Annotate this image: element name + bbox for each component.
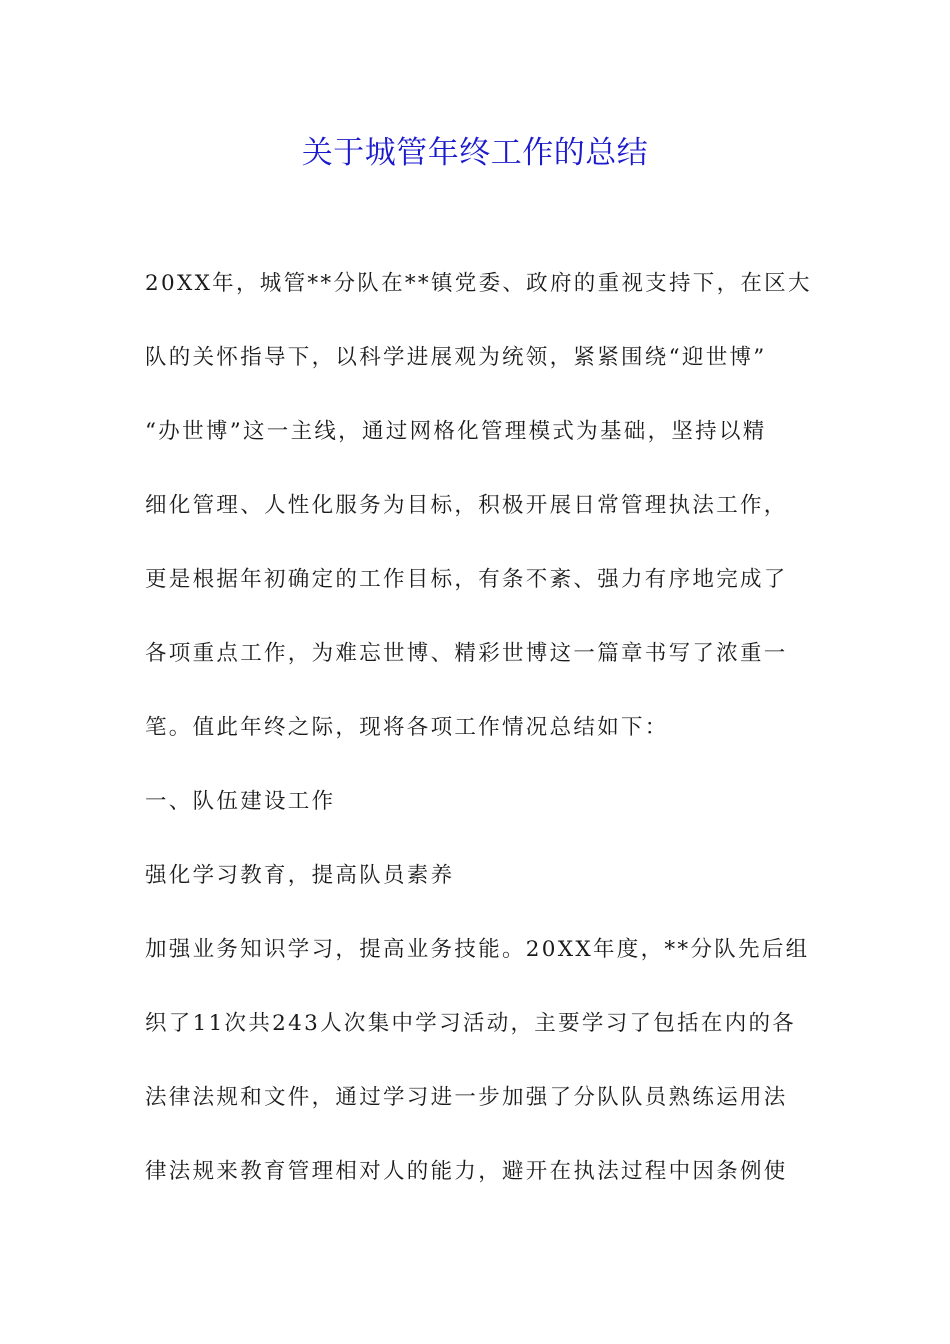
body-line: 法律法规和文件，通过学习进一步加强了分队队员熟练运用法 [145,1085,788,1110]
document-title: 关于城管年终工作的总结 [301,135,649,171]
body-line: “办世博”这一主线，通过网格化管理模式为基础，坚持以精 [145,419,767,444]
body-line: 笔。值此年终之际，现将各项工作情况总结如下： [145,715,669,740]
body-line: 各项重点工作，为难忘世博、精彩世博这一篇章书写了浓重一 [145,641,788,666]
body-line: 更是根据年初确定的工作目标，有条不紊、强力有序地完成了 [145,567,788,592]
body-line: 20XX年，城管**分队在**镇党委、政府的重视支持下，在区大 [145,271,812,296]
body-line: 细化管理、人性化服务为目标，积极开展日常管理执法工作， [145,493,788,518]
subsection-heading: 强化学习教育，提高队员素养 [145,863,455,888]
body-line: 加强业务知识学习，提高业务技能。20XX年度，**分队先后组 [145,937,810,962]
body-line: 队的关怀指导下，以科学进展观为统领，紧紧围绕“迎世博” [145,345,767,370]
body-line: 律法规来教育管理相对人的能力，避开在执法过程中因条例使 [145,1159,788,1184]
section-heading: 一、队伍建设工作 [145,789,336,814]
body-line: 织了11次共243人次集中学习活动，主要学习了包括在内的各 [145,1011,797,1036]
